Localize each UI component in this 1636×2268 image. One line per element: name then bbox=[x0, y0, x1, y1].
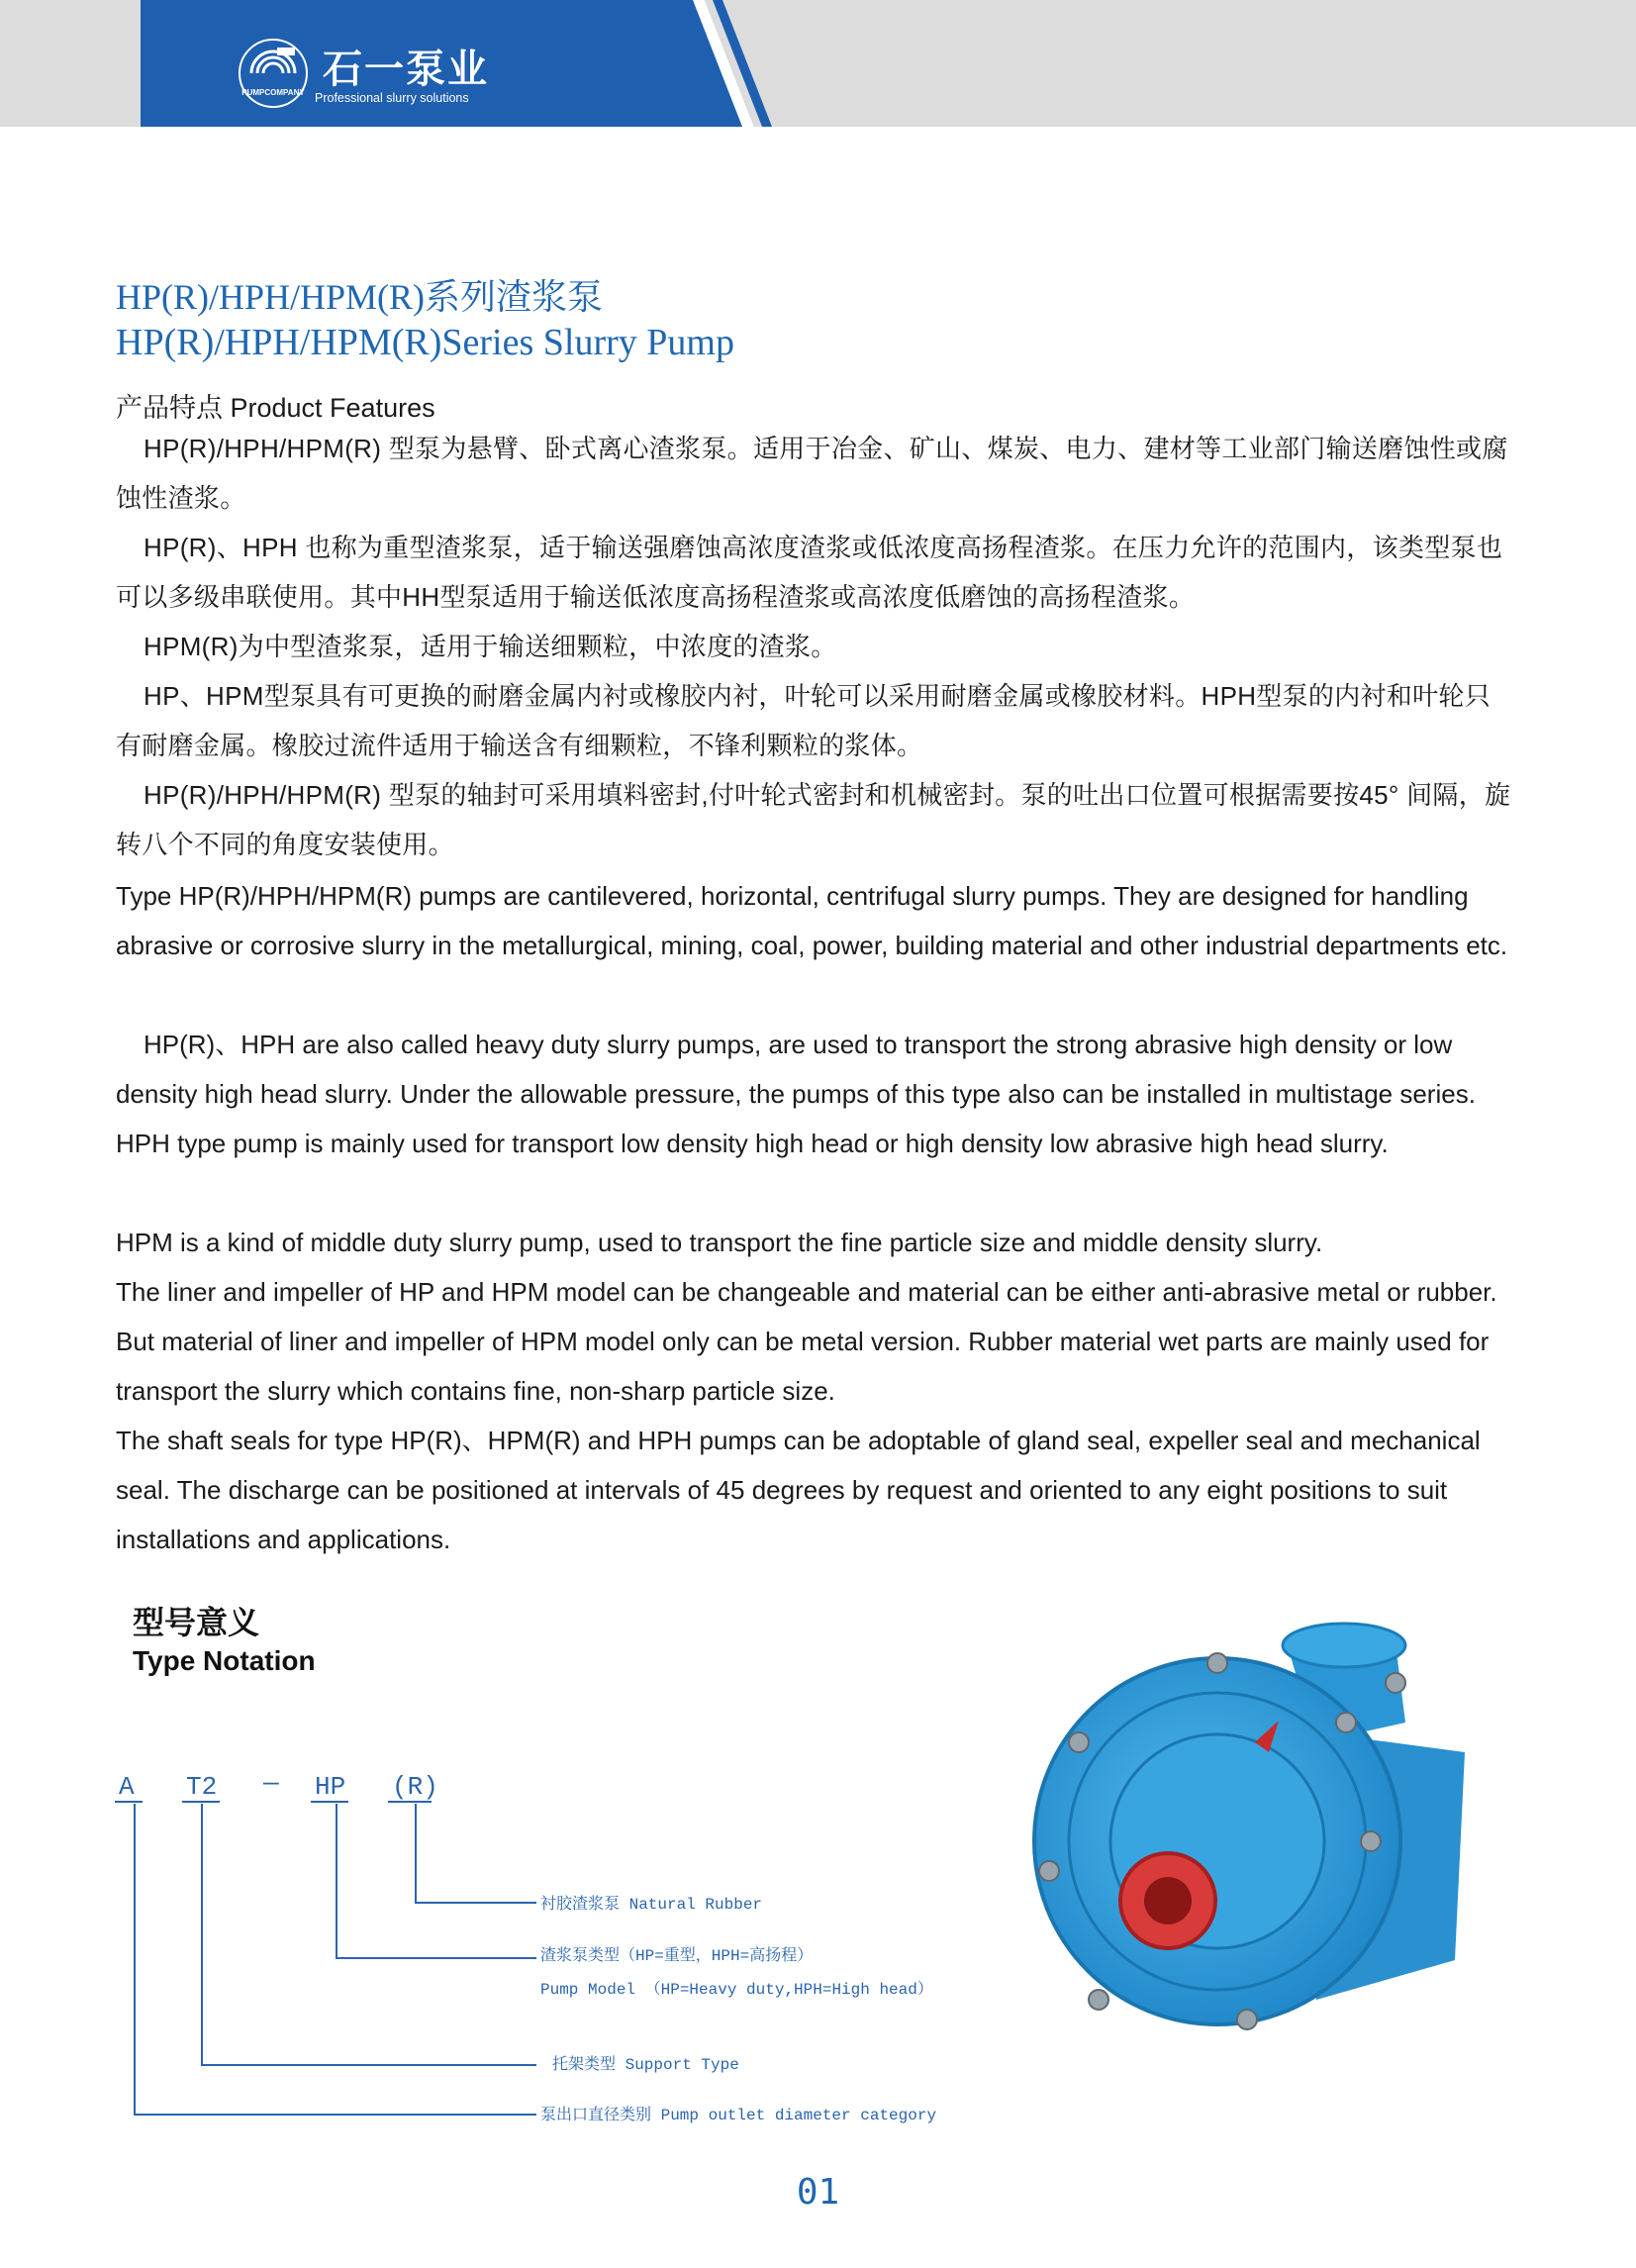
paragraph-en-3: HPM is a kind of middle duty slurry pump, used to transport the fine particle size and middle density slurry. bbox=[116, 1228, 1323, 1257]
paragraph-en-2: HP(R)、HPH are also called heavy duty slurry pumps, are used to transport the strong abrasive high density or low density high head slurry. Under the allowable pressure, the pumps of this type also can be installed in multistage series. HPH type pump is mainly used for transport low density high head or high density low abrasive high head slurry. bbox=[116, 1030, 1476, 1158]
code-hp: HP bbox=[315, 1772, 346, 1802]
brand-name: 石一泵业 bbox=[323, 46, 489, 92]
note-pump-model-en: Pump Model （HP=Heavy duty,HPH=High head） bbox=[540, 1981, 933, 1999]
type-notation-title-en: Type Notation bbox=[133, 1645, 316, 1676]
paragraph-en-1: Type HP(R)/HPH/HPM(R) pumps are cantilevered, horizontal, centrifugal slurry pumps. They are designed for handling abrasive or corrosive slurry in the metallurgical, mining, coal, power, building material and other industrial departments etc. bbox=[116, 881, 1508, 960]
brand-tagline: Professional slurry solutions bbox=[315, 91, 469, 105]
type-notation-title-cn: 型号意义 bbox=[133, 1605, 260, 1640]
paragraph-cn-5: HP(R)/HPH/HPM(R) 型泵的轴封可采用填料密封,付叶轮式密封和机械密封。泵的吐出口位置可根据需要按45° 间隔，旋转八个不同的角度安装使用。 bbox=[116, 780, 1511, 859]
code-dash: — bbox=[263, 1768, 279, 1798]
page-title-cn: HP(R)/HPH/HPM(R)系列渣浆泵 bbox=[116, 277, 604, 317]
paragraph-cn-4: HP、HPM型泵具有可更换的耐磨金属内衬或橡胶内衬，叶轮可以采用耐磨金属或橡胶材料。HPH型泵的内衬和叶轮只有耐磨金属。橡胶过流件适用于输送含有细颗粒，不锋利颗粒的浆体。 bbox=[116, 681, 1491, 760]
note-natural-rubber: 衬胶渣浆泵 Natural Rubber bbox=[540, 1896, 763, 1914]
logo-ring-text: PUMPCOMPANY bbox=[241, 88, 305, 97]
logo-emblem-icon bbox=[234, 34, 313, 113]
note-support-type: 托架类型 Support Type bbox=[552, 2056, 739, 2074]
note-outlet-diameter: 泵出口直径类别 Pump outlet diameter category bbox=[540, 2107, 937, 2124]
section-label: 产品特点 Product Features bbox=[116, 393, 435, 423]
paragraph-cn-1: HP(R)/HPH/HPM(R) 型泵为悬臂、卧式离心渣浆泵。适用于冶金、矿山、煤炭、电力、建材等工业部门输送磨蚀性或腐蚀性渣浆。 bbox=[116, 434, 1508, 513]
paragraph-cn-3: HPM(R)为中型渣浆泵，适用于输送细颗粒，中浓度的渣浆。 bbox=[144, 632, 837, 661]
type-notation-diagram bbox=[99, 1752, 990, 2148]
page-number: 01 bbox=[796, 2172, 840, 2213]
code-r: (R) bbox=[392, 1772, 438, 1802]
paragraph-en-4: The liner and impeller of HP and HPM model can be changeable and material can be either anti-abrasive metal or rubber. But material of liner and impeller of HPM model only can be metal version. Rubber material wet parts are mainly used for transport the slurry which contains fine, non-sharp particle size. bbox=[116, 1277, 1497, 1406]
company-logo bbox=[234, 34, 530, 113]
paragraph-cn-2: HP(R)、HPH 也称为重型渣浆泵，适于输送强磨蚀高浓度渣浆或低浓度高扬程渣浆。在压力允许的范围内，该类型泵也可以多级串联使用。其中HH型泵适用于输送低浓度高扬程渣浆或高浓度低磨蚀的高扬程渣浆。 bbox=[116, 533, 1503, 612]
paragraph-en-5: The shaft seals for type HP(R)、HPM(R) and HPH pumps can be adoptable of gland seal, expeller seal and mechanical seal. The discharge can be positioned at intervals of 45 degrees by request and oriented to any eight positions to suit installations and applications. bbox=[116, 1426, 1481, 1554]
slurry-pump-illustration bbox=[1019, 1604, 1475, 2059]
note-pump-model-cn: 渣浆泵类型（HP=重型，HPH=高扬程） bbox=[540, 1947, 814, 1965]
code-t2: T2 bbox=[186, 1772, 218, 1802]
code-a: A bbox=[119, 1772, 135, 1802]
page-title-en: HP(R)/HPH/HPM(R)Series Slurry Pump bbox=[116, 322, 734, 363]
